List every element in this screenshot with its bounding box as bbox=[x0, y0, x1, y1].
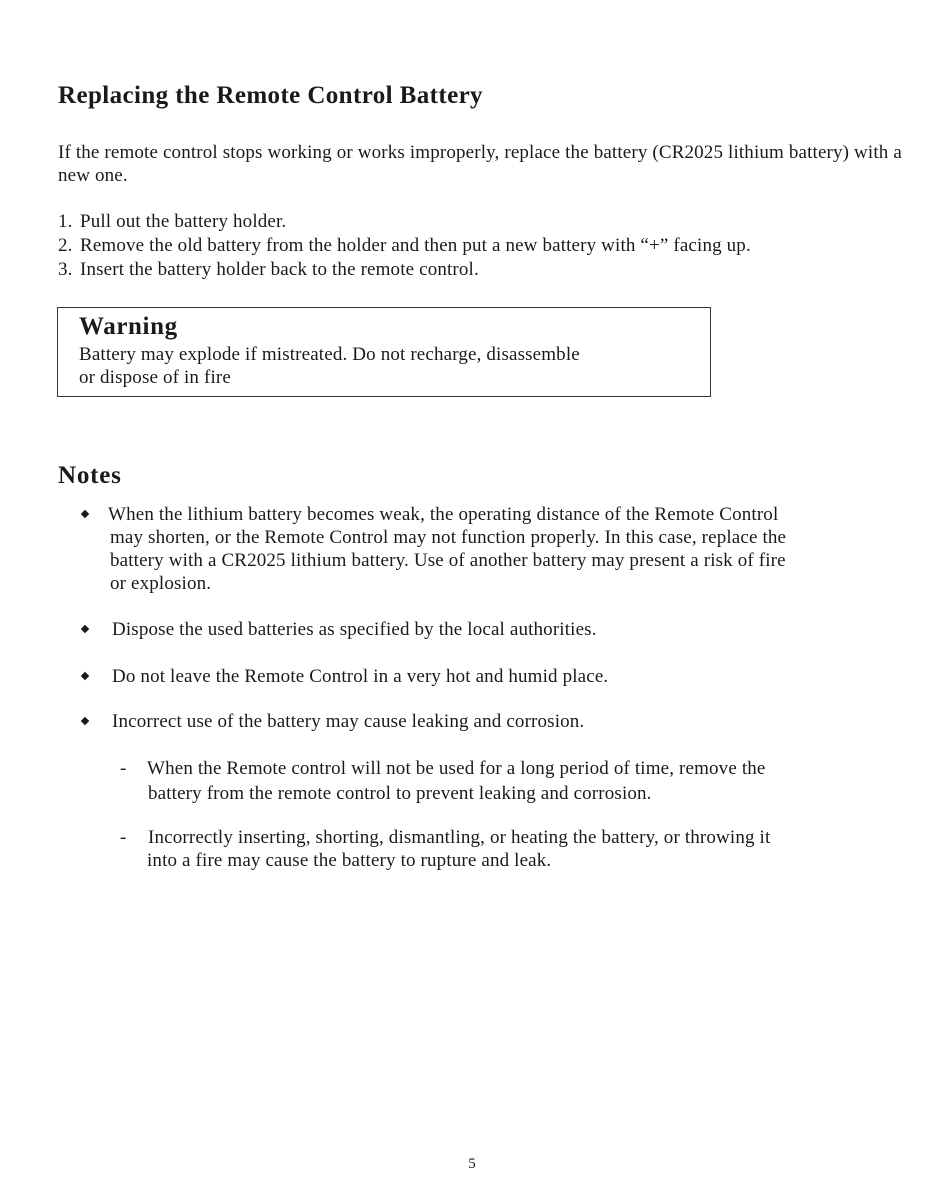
warning-title: Warning bbox=[79, 313, 178, 340]
step-item bbox=[58, 234, 751, 258]
note-item-line: may shorten, or the Remote Control may not function properly. In this case, replace the bbox=[110, 527, 787, 548]
intro-paragraph: If the remote control stops working or works improperly, replace the battery (CR2025 lithium battery) with a new one. bbox=[58, 142, 902, 186]
section-title: Replacing the Remote Control Battery bbox=[58, 82, 483, 109]
step-item bbox=[58, 210, 751, 234]
step-item bbox=[58, 258, 751, 282]
note-item-line: or explosion. bbox=[110, 573, 212, 594]
subitem-line: Incorrectly inserting, shorting, dismantling, or heating the battery, or throwing it bbox=[148, 827, 771, 848]
note-item-line: When the lithium battery becomes weak, the operating distance of the Remote Control bbox=[108, 504, 779, 525]
step-text: Remove the old battery from the holder and then put a new battery with “+” facing up. bbox=[80, 235, 751, 256]
note-item-line: Incorrect use of the battery may cause leaking and corrosion. bbox=[112, 711, 585, 732]
note-item-line: battery with a CR2025 lithium battery. Use of another battery may present a risk of fire bbox=[110, 550, 786, 571]
warning-line: or dispose of in fire bbox=[79, 367, 231, 388]
subitem-line: into a fire may cause the battery to rupture and leak. bbox=[147, 850, 552, 871]
step-number: 1. bbox=[58, 211, 73, 232]
warning-line: Battery may explode if mistreated. Do not recharge, disassemble bbox=[79, 344, 580, 365]
dash-marker-icon: - bbox=[120, 827, 127, 848]
warning-text bbox=[79, 343, 699, 389]
step-number: 2. bbox=[58, 235, 73, 256]
bullet-diamond-icon bbox=[81, 717, 89, 725]
subitem-line: When the Remote control will not be used for a long period of time, remove the bbox=[147, 758, 766, 779]
step-text: Pull out the battery holder. bbox=[80, 211, 287, 232]
step-number: 3. bbox=[58, 259, 73, 280]
note-item-line: Dispose the used batteries as specified by the local authorities. bbox=[112, 619, 597, 640]
step-text: Insert the battery holder back to the remote control. bbox=[80, 259, 479, 280]
bullet-diamond-icon bbox=[81, 625, 89, 633]
page-number: 5 bbox=[468, 1156, 476, 1172]
bullet-diamond-icon bbox=[81, 510, 89, 518]
notes-title: Notes bbox=[58, 462, 122, 489]
subitem-line: battery from the remote control to prevent leaking and corrosion. bbox=[148, 783, 652, 804]
bullet-diamond-icon bbox=[81, 672, 89, 680]
dash-marker-icon: - bbox=[120, 758, 127, 779]
steps-list bbox=[58, 210, 751, 282]
note-item-line: Do not leave the Remote Control in a very hot and humid place. bbox=[112, 666, 609, 687]
